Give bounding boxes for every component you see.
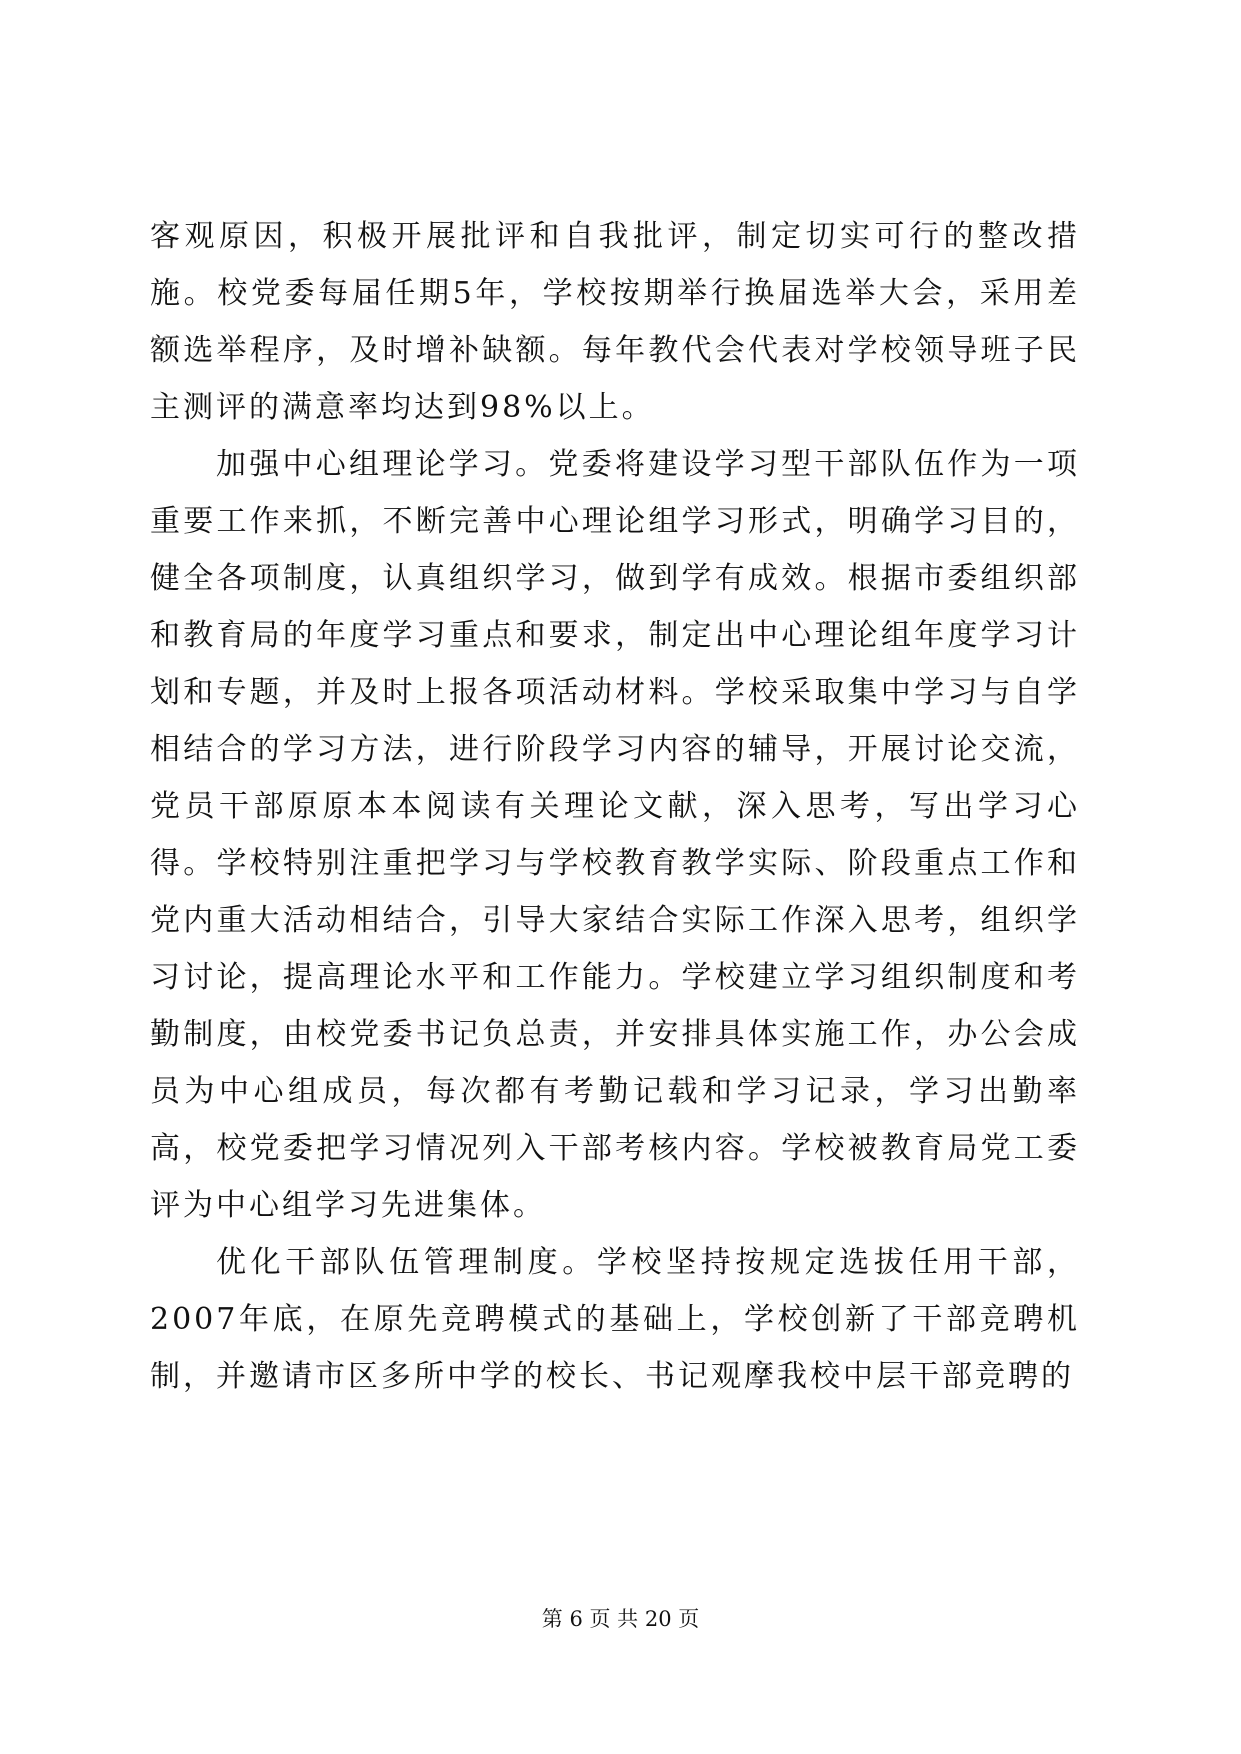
page-number-footer: 第 6 页 共 20 页 (541, 1607, 700, 1631)
paragraph-2: 加强中心组理论学习。党委将建设学习型干部队伍作为一项重要工作来抓，不断完善中心理论组学习形式，明确学习目的，健全各项制度，认真组织学习，做到学有成效。根据市委组织部和教育局的年度学习重点和要求，制定出中心理论组年度学习计划和专题，并及时上报各项活动材料。学校采取集中学习与自学相结合的学习方法，进行阶段学习内容的辅导，开展讨论交流，党员干部原原本本阅读有关理论文献，深入思考，写出学习心得。学校特别注重把学习与学校教育教学实际、阶段重点工作和党内重大活动相结合，引导大家结合实际工作深入思考，组织学习讨论，提高理论水平和工作能力。学校建立学习组织制度和考勤制度，由校党委书记负总责，并安排具体实施工作，办公会成员为中心组成员，每次都有考勤记载和学习记录，学习出勤率高，校党委把学习情况列入干部考核内容。学校被教育局党工委评为中心组学习先进集体。 (150, 447, 1080, 1223)
paragraph-3: 优化干部队伍管理制度。学校坚持按规定选拔任用干部，2007年底，在原先竞聘模式的基础上，学校创新了干部竞聘机制，并邀请市区多所中学的校长、书记观摩我校中层干部竞聘的 (150, 1245, 1080, 1394)
document-body (150, 208, 1080, 1405)
paragraph-1: 客观原因，积极开展批评和自我批评，制定切实可行的整改措施。校党委每届任期5年，学校按期举行换届选举大会，采用差额选举程序，及时增补缺额。每年教代会代表对学校领导班子民主测评的满意率均达到98%以上。 (150, 219, 1080, 425)
